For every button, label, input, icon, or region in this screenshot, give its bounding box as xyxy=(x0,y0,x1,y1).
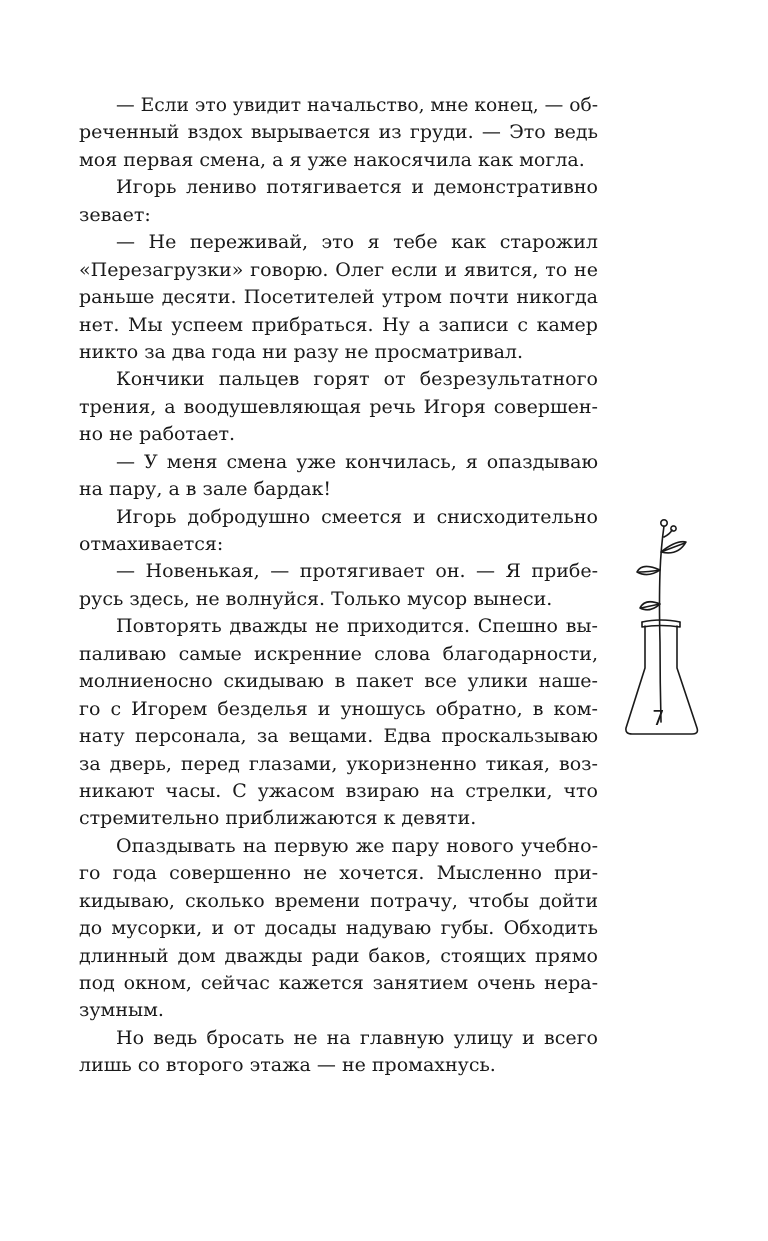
text-line xyxy=(79,202,598,229)
text-line-content: — Если это увидит начальство, мне конец, — об- xyxy=(116,94,599,116)
text-line-content: Повторять дважды не приходится. Спешно вы- xyxy=(116,615,598,638)
text-line-content: паливаю самые искренние слова благодарности, xyxy=(79,642,599,665)
text-line-content: нет. Мы успеем прибраться. Ну а записи с камер xyxy=(79,313,598,336)
text-line xyxy=(79,970,598,997)
text-line-content: под окном, сейчас кажется занятием очень нера- xyxy=(79,972,599,994)
text-line-content: на пару, а в зале бардак! xyxy=(79,478,332,501)
text-line xyxy=(79,229,598,256)
text-line xyxy=(79,833,598,860)
text-line xyxy=(79,558,598,585)
text-line xyxy=(79,394,598,421)
text-line xyxy=(79,449,598,476)
text-line-content: молниеносно скидываю в пакет все улики наше- xyxy=(79,670,598,693)
text-line xyxy=(79,476,598,503)
text-line-content: го года совершенно не хочется. Мысленно при- xyxy=(79,862,599,885)
text-line-content: кидываю, сколько времени потрачу, чтобы дойти xyxy=(79,889,598,912)
text-line-content: никают часы. С ужасом взираю на стрелки, что xyxy=(79,779,598,802)
text-line-content: «Перезагрузки» говорю. Олег если и явится, то не xyxy=(79,258,598,281)
text-line xyxy=(79,147,598,174)
page-number: 7 xyxy=(652,706,665,730)
text-line-content: — У меня смена уже кончилась, я опаздываю xyxy=(116,450,598,473)
text-line xyxy=(79,805,598,832)
text-line-content: за дверь, перед глазами, укоризненно тикая, воз- xyxy=(79,752,598,775)
text-line xyxy=(79,1052,598,1079)
text-line-content: раньше десяти. Посетителей утром почти никогда xyxy=(79,286,598,309)
text-line-content: — Не переживай, это я тебе как старожил xyxy=(116,231,598,254)
text-line xyxy=(79,723,598,750)
text-line-content: отмахивается: xyxy=(79,533,224,555)
text-line-content: го с Игорем безделья и уношусь обратно, в ком- xyxy=(79,697,598,720)
text-line xyxy=(79,888,598,915)
text-line-content: длинный дом дважды ради баков, стоящих прямо xyxy=(79,944,598,967)
text-line xyxy=(79,915,598,942)
text-line xyxy=(79,668,598,695)
text-line-content: нату персонала, за вещами. Едва проскальзываю xyxy=(79,725,598,748)
text-line-content: русь здесь, не волнуйся. Только мусор вынеси. xyxy=(79,587,553,610)
text-line-content: лишь со второго этажа — не промахнусь. xyxy=(79,1054,496,1077)
text-line xyxy=(79,613,598,640)
text-line-content: никто за два года ни разу не просматривал. xyxy=(79,340,524,363)
text-line-content: Но ведь бросать не на главную улицу и всего xyxy=(116,1026,598,1049)
text-line xyxy=(79,751,598,778)
text-line xyxy=(79,504,598,531)
text-line-content: Опаздывать на первую же пару нового учебно- xyxy=(116,834,599,857)
text-line xyxy=(79,1025,598,1052)
text-line xyxy=(79,586,598,613)
text-line-content: зумным. xyxy=(79,999,164,1022)
text-line xyxy=(79,119,598,146)
text-line xyxy=(79,339,598,366)
text-line-content: Кончики пальцев горят от безрезультатного xyxy=(116,368,598,391)
text-line-content: моя первая смена, а я уже накосячила как могла. xyxy=(79,148,585,171)
text-line-content: реченный вздох вырывается из груди. — Это ведь xyxy=(79,121,598,144)
text-line xyxy=(79,860,598,887)
body-text xyxy=(79,92,598,1080)
text-line xyxy=(79,997,598,1024)
text-line xyxy=(79,366,598,393)
text-line xyxy=(79,92,598,119)
text-line xyxy=(79,312,598,339)
text-line xyxy=(79,284,598,311)
text-line-content: до мусорки, и от досады надуваю губы. Обходить xyxy=(79,917,598,940)
text-line-content: трения, а воодушевляющая речь Игоря совершен- xyxy=(79,395,598,418)
text-line-content: Игорь лениво потягивается и демонстративно xyxy=(116,176,598,199)
text-line xyxy=(79,641,598,668)
text-line-content: но не работает. xyxy=(79,423,236,446)
text-line-content: зевает: xyxy=(79,203,151,226)
text-line xyxy=(79,257,598,284)
text-line xyxy=(79,174,598,201)
text-line-content: стремительно приближаются к девяти. xyxy=(79,807,477,830)
text-line-content: Игорь добродушно смеется и снисходительно xyxy=(116,505,598,528)
text-line xyxy=(79,943,598,970)
text-line xyxy=(79,778,598,805)
text-line xyxy=(79,696,598,723)
text-line xyxy=(79,421,598,448)
text-line-content: — Новенькая, — протягивает он. — Я прибе- xyxy=(116,560,598,583)
text-line xyxy=(79,531,598,558)
